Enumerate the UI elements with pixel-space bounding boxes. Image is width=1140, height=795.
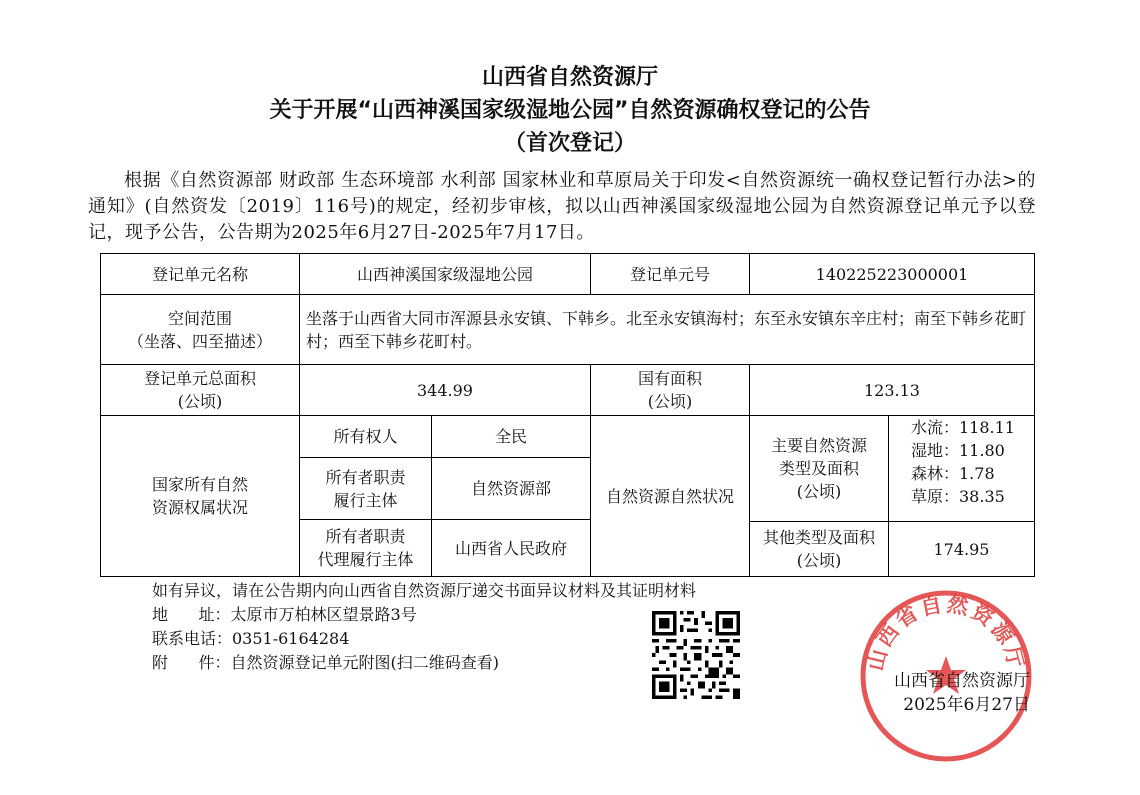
seal-text: 山西省自然资源厅 bbox=[863, 592, 1029, 674]
unit-no-value: 140225223000001 bbox=[749, 253, 1035, 295]
main-type-label-line3: (公顷) bbox=[796, 482, 842, 501]
unit-name-label: 登记单元名称 bbox=[100, 253, 300, 295]
other-type-value: 174.95 bbox=[888, 521, 1035, 577]
space-label-line1: 空间范围 bbox=[167, 308, 232, 328]
duty-label-line1: 所有者职责 bbox=[325, 467, 406, 487]
state-area-label bbox=[590, 364, 750, 416]
agent-label-line2: 代理履行主体 bbox=[317, 550, 414, 569]
total-area-value: 344.99 bbox=[299, 364, 591, 416]
objection-note: 如有异议，请在公告期内向山西省自然资源厅递交书面异议材料及其证明材料 bbox=[152, 581, 697, 600]
other-type-label-line1: 其他类型及面积 bbox=[762, 528, 875, 547]
ownership-label-line2: 资源权属状况 bbox=[151, 498, 248, 517]
attachment-line: 附 件：自然资源登记单元附图(扫二维码查看) bbox=[152, 653, 500, 672]
space-label-line2: （坐落、四至描述） bbox=[127, 331, 272, 351]
total-area-label bbox=[100, 364, 300, 416]
state-area-label-line1: 国有面积 bbox=[637, 369, 702, 388]
main-type-label-line2: 类型及面积 bbox=[778, 459, 859, 478]
doc-title-main: 关于开展“山西神溪国家级湿地公园”自然资源确权登记的公告 bbox=[269, 98, 871, 123]
duty-label bbox=[299, 457, 432, 520]
space-value: 坐落于山西省大同市浑源县永安镇、下韩乡。北至永安镇海村；东至永安镇东辛庄村；南至下韩乡花町村；西至下韩乡花町村。 bbox=[299, 294, 1035, 365]
other-type-label-line2: (公顷) bbox=[796, 551, 842, 570]
state-area-label-line2: (公顷) bbox=[647, 392, 693, 411]
space-label bbox=[100, 294, 300, 365]
duty-body-value: 自然资源部 bbox=[431, 457, 591, 520]
unit-no-label: 登记单元号 bbox=[590, 253, 750, 295]
agent-label-line1: 所有者职责 bbox=[325, 527, 406, 546]
state-area-value: 123.13 bbox=[749, 364, 1035, 416]
main-type-label bbox=[749, 415, 889, 522]
owner-label: 所有权人 bbox=[299, 415, 432, 458]
nature-label: 自然资源自然状况 bbox=[590, 415, 750, 577]
main-type-water: 水流：118.11 bbox=[911, 418, 1015, 437]
doc-title-org: 山西省自然资源厅 bbox=[481, 65, 658, 90]
total-area-label-line1: 登记单元总面积 bbox=[143, 369, 256, 388]
owner-value: 全民 bbox=[431, 415, 591, 458]
main-type-forest: 森林：1.78 bbox=[911, 464, 995, 483]
agent-body-value: 山西省人民政府 bbox=[431, 519, 591, 577]
signature-date: 2025年6月27日 bbox=[903, 695, 1030, 715]
duty-label-line2: 履行主体 bbox=[333, 490, 398, 510]
ownership-label-line1: 国家所有自然 bbox=[151, 475, 248, 494]
other-type-label bbox=[749, 521, 889, 577]
main-types-list bbox=[888, 415, 1035, 522]
agent-label bbox=[299, 519, 432, 577]
total-area-label-line2: (公顷) bbox=[177, 392, 223, 411]
address-line: 地 址：太原市万柏林区望景路3号 bbox=[152, 605, 417, 624]
main-type-wetland: 湿地：11.80 bbox=[911, 441, 1005, 460]
main-type-grassland: 草原：38.35 bbox=[911, 487, 1005, 506]
phone-line: 联系电话：0351-6164284 bbox=[152, 629, 350, 648]
signature-org: 山西省自然资源厅 bbox=[894, 671, 1030, 691]
intro-paragraph: 根据《自然资源部 财政部 生态环境部 水利部 国家林业和草原局关于印发<自然资源统一确权登记暂行办法>的通知》(自然资发〔2019〕116号)的规定，经初步审核，拟以山西神溪国家级湿地公园为自然资源登记单元予以登记，现予公告，公告期为2025年6月27日-2025年7月17日。 bbox=[88, 170, 1036, 243]
main-type-label-line1: 主要自然资源 bbox=[770, 436, 867, 455]
doc-title-sub: （首次登记） bbox=[503, 131, 636, 156]
qr-code-icon[interactable] bbox=[652, 611, 740, 699]
unit-name-value: 山西神溪国家级湿地公园 bbox=[299, 253, 591, 295]
ownership-label bbox=[100, 415, 300, 577]
